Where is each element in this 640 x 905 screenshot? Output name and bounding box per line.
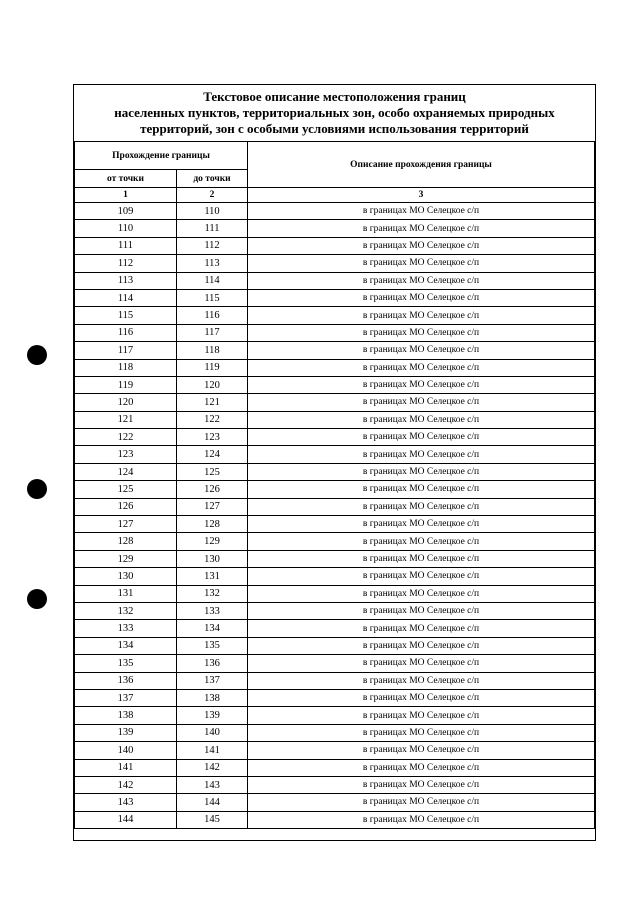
description-cell: в границах МО Селецкое с/п — [248, 620, 595, 637]
table-row — [75, 359, 595, 376]
from-point-cell: 134 — [75, 637, 177, 654]
from-point-cell: 109 — [75, 203, 177, 220]
from-point-cell: 139 — [75, 724, 177, 741]
from-point-cell: 127 — [75, 516, 177, 533]
description-cell: в границах МО Селецкое с/п — [248, 394, 595, 411]
from-point-cell: 121 — [75, 411, 177, 428]
header-passage: Прохождение границы — [75, 142, 248, 170]
table-row — [75, 411, 595, 428]
to-point-cell: 145 — [177, 811, 248, 828]
description-cell: в границах МО Селецкое с/п — [248, 776, 595, 793]
from-point-cell: 119 — [75, 376, 177, 393]
table-row — [75, 307, 595, 324]
table-row — [75, 620, 595, 637]
from-point-cell: 140 — [75, 742, 177, 759]
description-cell: в границах МО Селецкое с/п — [248, 307, 595, 324]
table-row — [75, 794, 595, 811]
table-row — [75, 429, 595, 446]
description-cell: в границах МО Селецкое с/п — [248, 759, 595, 776]
to-point-cell: 122 — [177, 411, 248, 428]
from-point-cell: 113 — [75, 272, 177, 289]
description-cell: в границах МО Селецкое с/п — [248, 707, 595, 724]
table-row — [75, 481, 595, 498]
description-cell: в границах МО Селецкое с/п — [248, 637, 595, 654]
table-row — [75, 550, 595, 567]
binder-hole-top — [27, 345, 47, 365]
binder-hole-middle — [27, 479, 47, 499]
to-point-cell: 126 — [177, 481, 248, 498]
to-point-cell: 113 — [177, 255, 248, 272]
from-point-cell: 126 — [75, 498, 177, 515]
table-row — [75, 672, 595, 689]
from-point-cell: 115 — [75, 307, 177, 324]
table-row — [75, 707, 595, 724]
table-row — [75, 463, 595, 480]
description-cell: в границах МО Селецкое с/п — [248, 516, 595, 533]
to-point-cell: 128 — [177, 516, 248, 533]
description-cell: в границах МО Селецкое с/п — [248, 255, 595, 272]
description-cell: в границах МО Селецкое с/п — [248, 742, 595, 759]
table-row — [75, 585, 595, 602]
description-cell: в границах МО Селецкое с/п — [248, 463, 595, 480]
description-cell: в границах МО Селецкое с/п — [248, 811, 595, 828]
from-point-cell: 110 — [75, 220, 177, 237]
to-point-cell: 127 — [177, 498, 248, 515]
to-point-cell: 110 — [177, 203, 248, 220]
to-point-cell: 111 — [177, 220, 248, 237]
table-row — [75, 498, 595, 515]
table-row — [75, 724, 595, 741]
table-row — [75, 689, 595, 706]
to-point-cell: 139 — [177, 707, 248, 724]
to-point-cell: 130 — [177, 550, 248, 567]
to-point-cell: 131 — [177, 568, 248, 585]
from-point-cell: 123 — [75, 446, 177, 463]
to-point-cell: 114 — [177, 272, 248, 289]
table-row — [75, 289, 595, 306]
table-body — [75, 203, 595, 829]
description-cell: в границах МО Селецкое с/п — [248, 220, 595, 237]
column-number-2: 2 — [177, 188, 248, 203]
description-cell: в границах МО Селецкое с/п — [248, 359, 595, 376]
to-point-cell: 132 — [177, 585, 248, 602]
from-point-cell: 114 — [75, 289, 177, 306]
table-row — [75, 568, 595, 585]
table-row — [75, 655, 595, 672]
from-point-cell: 141 — [75, 759, 177, 776]
to-point-cell: 120 — [177, 376, 248, 393]
from-point-cell: 124 — [75, 463, 177, 480]
header-to-point: до точки — [177, 170, 248, 188]
description-cell: в границах МО Селецкое с/п — [248, 429, 595, 446]
table-row — [75, 376, 595, 393]
description-cell: в границах МО Селецкое с/п — [248, 550, 595, 567]
description-cell: в границах МО Селецкое с/п — [248, 794, 595, 811]
table-row — [75, 516, 595, 533]
description-cell: в границах МО Селецкое с/п — [248, 376, 595, 393]
to-point-cell: 138 — [177, 689, 248, 706]
to-point-cell: 136 — [177, 655, 248, 672]
description-cell: в границах МО Селецкое с/п — [248, 446, 595, 463]
title-line-2: населенных пунктов, территориальных зон, особо охраняемых природных — [114, 105, 555, 120]
description-cell: в границах МО Селецкое с/п — [248, 585, 595, 602]
from-point-cell: 135 — [75, 655, 177, 672]
from-point-cell: 132 — [75, 602, 177, 619]
from-point-cell: 143 — [75, 794, 177, 811]
table-row — [75, 394, 595, 411]
from-point-cell: 112 — [75, 255, 177, 272]
table-row — [75, 203, 595, 220]
from-point-cell: 122 — [75, 429, 177, 446]
to-point-cell: 129 — [177, 533, 248, 550]
from-point-cell: 137 — [75, 689, 177, 706]
to-point-cell: 143 — [177, 776, 248, 793]
to-point-cell: 144 — [177, 794, 248, 811]
table-row — [75, 602, 595, 619]
description-cell: в границах МО Селецкое с/п — [248, 498, 595, 515]
from-point-cell: 118 — [75, 359, 177, 376]
table-row — [75, 811, 595, 828]
table-row — [75, 342, 595, 359]
description-cell: в границах МО Селецкое с/п — [248, 655, 595, 672]
description-cell: в границах МО Селецкое с/п — [248, 689, 595, 706]
to-point-cell: 115 — [177, 289, 248, 306]
column-number-3: 3 — [248, 188, 595, 203]
to-point-cell: 137 — [177, 672, 248, 689]
to-point-cell: 118 — [177, 342, 248, 359]
to-point-cell: 142 — [177, 759, 248, 776]
from-point-cell: 138 — [75, 707, 177, 724]
boundary-table — [74, 141, 595, 829]
to-point-cell: 124 — [177, 446, 248, 463]
description-cell: в границах МО Селецкое с/п — [248, 724, 595, 741]
to-point-cell: 125 — [177, 463, 248, 480]
description-cell: в границах МО Селецкое с/п — [248, 203, 595, 220]
column-number-1: 1 — [75, 188, 177, 203]
to-point-cell: 112 — [177, 237, 248, 254]
from-point-cell: 125 — [75, 481, 177, 498]
table-row — [75, 759, 595, 776]
header-description: Описание прохождения границы — [248, 142, 595, 188]
from-point-cell: 129 — [75, 550, 177, 567]
description-cell: в границах МО Селецкое с/п — [248, 533, 595, 550]
description-cell: в границах МО Селецкое с/п — [248, 272, 595, 289]
table-row — [75, 324, 595, 341]
to-point-cell: 135 — [177, 637, 248, 654]
to-point-cell: 117 — [177, 324, 248, 341]
table-row — [75, 742, 595, 759]
to-point-cell: 134 — [177, 620, 248, 637]
to-point-cell: 116 — [177, 307, 248, 324]
table-row — [75, 533, 595, 550]
table-row — [75, 446, 595, 463]
to-point-cell: 121 — [177, 394, 248, 411]
description-cell: в границах МО Селецкое с/п — [248, 324, 595, 341]
to-point-cell: 141 — [177, 742, 248, 759]
from-point-cell: 117 — [75, 342, 177, 359]
from-point-cell: 120 — [75, 394, 177, 411]
from-point-cell: 131 — [75, 585, 177, 602]
table-row — [75, 776, 595, 793]
description-cell: в границах МО Селецкое с/п — [248, 411, 595, 428]
to-point-cell: 133 — [177, 602, 248, 619]
table-row — [75, 272, 595, 289]
to-point-cell: 140 — [177, 724, 248, 741]
to-point-cell: 123 — [177, 429, 248, 446]
document-title — [74, 85, 595, 141]
to-point-cell: 119 — [177, 359, 248, 376]
table-row — [75, 637, 595, 654]
from-point-cell: 128 — [75, 533, 177, 550]
binder-hole-bottom — [27, 589, 47, 609]
description-cell: в границах МО Селецкое с/п — [248, 672, 595, 689]
description-cell: в границах МО Селецкое с/п — [248, 237, 595, 254]
description-cell: в границах МО Селецкое с/п — [248, 342, 595, 359]
from-point-cell: 111 — [75, 237, 177, 254]
from-point-cell: 116 — [75, 324, 177, 341]
from-point-cell: 130 — [75, 568, 177, 585]
from-point-cell: 136 — [75, 672, 177, 689]
table-row — [75, 237, 595, 254]
from-point-cell: 144 — [75, 811, 177, 828]
title-line-1: Текстовое описание местоположения границ — [203, 89, 466, 104]
header-from-point: от точки — [75, 170, 177, 188]
description-cell: в границах МО Селецкое с/п — [248, 568, 595, 585]
description-cell: в границах МО Селецкое с/п — [248, 289, 595, 306]
table-row — [75, 255, 595, 272]
description-cell: в границах МО Селецкое с/п — [248, 481, 595, 498]
table-row — [75, 220, 595, 237]
title-line-3: территорий, зон с особыми условиями использования территорий — [140, 121, 529, 136]
description-cell: в границах МО Селецкое с/п — [248, 602, 595, 619]
from-point-cell: 133 — [75, 620, 177, 637]
document-frame — [73, 84, 596, 841]
from-point-cell: 142 — [75, 776, 177, 793]
